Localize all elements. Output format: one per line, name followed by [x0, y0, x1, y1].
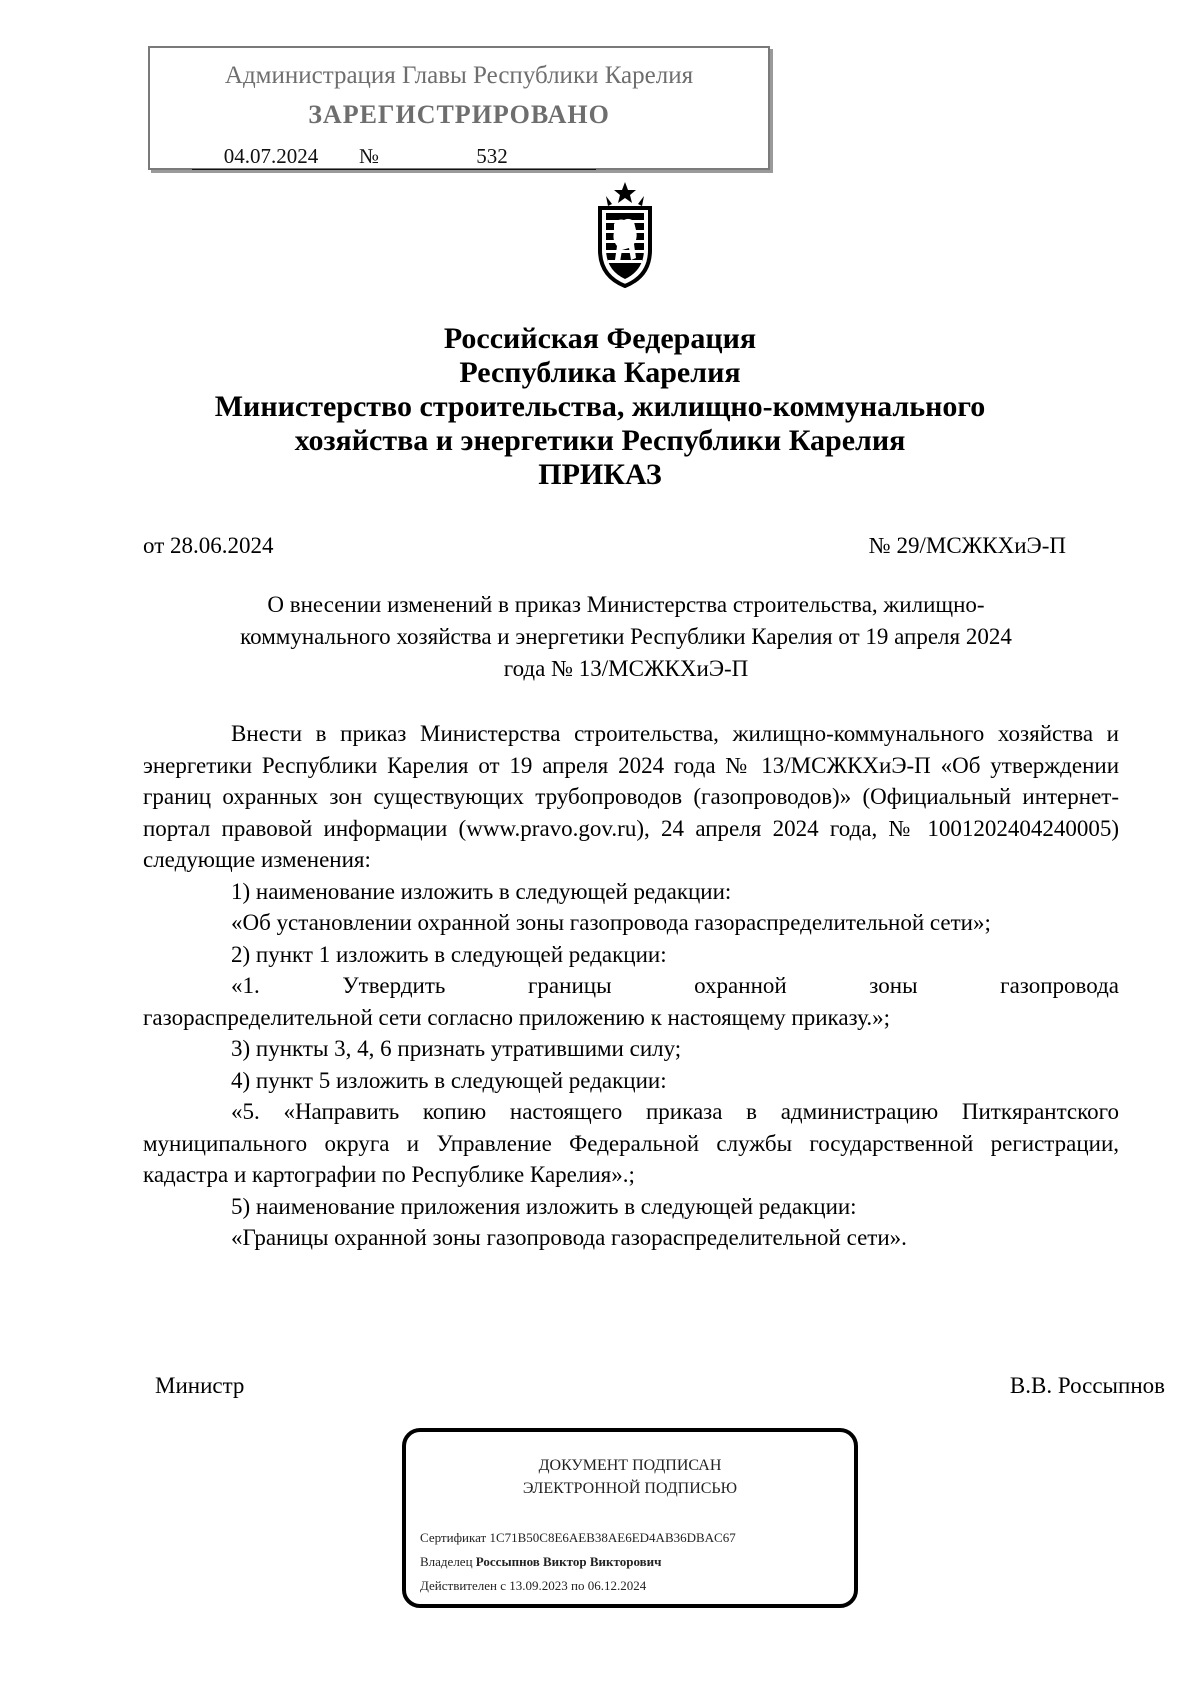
karelia-coat-of-arms-icon [596, 180, 654, 288]
signer-name: В.В. Россыпнов [1009, 1373, 1165, 1398]
stamp-date: 04.07.2024 [192, 144, 350, 170]
esig-title-line2: ЭЛЕКТРОННОЙ ПОДПИСЬЮ [522, 1480, 738, 1497]
esig-certificate [420, 1526, 736, 1550]
stamp-number-label: № [350, 144, 388, 170]
esig-valid-to-label: по [571, 1578, 585, 1593]
header-ministry-line2: хозяйства и энергетики Республики Карелия [294, 424, 906, 457]
signer-position: Министр [155, 1373, 245, 1398]
header-ministry-line1: Министерство строительства, жилищно-коммунального [214, 390, 986, 423]
esig-validity [420, 1574, 736, 1598]
body-item5: 5) наименование приложения изложить в следующей редакции: [231, 1193, 857, 1219]
order-body [143, 718, 1119, 1254]
esig-valid-label: Действителен [420, 1578, 497, 1593]
stamp-authority: Администрация Главы Республики Карелия [224, 62, 694, 89]
body-item2-text-line1: «1. Утвердить границы охранной зоны газопровода [231, 973, 1119, 998]
body-item5-text: «Границы охранной зоны газопровода газораспределительной сети». [231, 1225, 907, 1250]
esig-valid-from-label: с [500, 1578, 506, 1593]
esig-valid-from: 13.09.2023 [509, 1578, 568, 1593]
stamp-number: 532 [388, 144, 596, 170]
body-intro: Внести в приказ Министерства строительства, жилищно-коммунального хозяйства и энергетики Республики Карелия от 19 апреля 2024 года № 13/МСЖКХиЭ-П «Об утверждении границ охранных зон существующих трубопроводов (газопроводов)» (Официальный интернет-портал правовой информации (www.pravo.gov.ru), 24 апреля 2024 года, № 1001202404240005) следующие изменения: [143, 721, 1119, 872]
esig-owner [420, 1550, 736, 1574]
registration-stamp [148, 46, 770, 170]
header-region: Республика Карелия [459, 356, 741, 389]
header-country: Российская Федерация [443, 322, 757, 355]
document-header [100, 322, 1100, 492]
esig-title [406, 1454, 854, 1500]
electronic-signature-stamp [402, 1428, 858, 1608]
body-item4: 4) пункт 5 изложить в следующей редакции: [231, 1067, 667, 1093]
body-item1-text: «Об установлении охранной зоны газопровода газораспределительной сети»; [231, 910, 991, 935]
header-doc-type: ПРИКАЗ [538, 458, 662, 491]
esig-owner-label: Владелец [420, 1554, 473, 1569]
stamp-registration-line [192, 144, 752, 170]
body-item4-text: «5. «Направить копию настоящего приказа в администрацию Питкярантского муниципального округа и Управление Федеральной службы государственной регистрации, кадастра и картографии по Республике Карелия».; [143, 1099, 1119, 1187]
title-line2: коммунального хозяйства и энергетики Республики Карелия от 19 апреля 2024 [240, 624, 1012, 649]
esig-cert-value: 1C71B50C8E6AEB38AE6ED4AB36DBAC67 [489, 1530, 736, 1545]
body-item2: 2) пункт 1 изложить в следующей редакции: [231, 941, 667, 967]
title-line3: года № 13/МСЖКХиЭ-П [503, 656, 749, 681]
body-item3: 3) пункты 3, 4, 6 признать утратившими силу; [231, 1036, 682, 1061]
order-title [145, 589, 1107, 685]
esig-owner-value: Россыпнов Виктор Викторович [475, 1554, 662, 1569]
order-number: № 29/МСЖКХиЭ-П [868, 533, 1066, 558]
esig-valid-to: 06.12.2024 [587, 1578, 647, 1593]
body-item1: 1) наименование изложить в следующей редакции: [231, 878, 732, 904]
order-date: от 28.06.2024 [143, 533, 274, 558]
esig-title-line1: ДОКУМЕНТ ПОДПИСАН [538, 1457, 722, 1474]
body-item2-text-line2: газораспределительной сети согласно приложению к настоящему приказу.»; [143, 1004, 890, 1030]
esig-cert-label: Сертификат [420, 1530, 487, 1545]
esig-details [420, 1526, 736, 1598]
title-line1: О внесении изменений в приказ Министерства строительства, жилищно- [267, 592, 985, 617]
stamp-status: ЗАРЕГИСТРИРОВАНО [308, 100, 610, 129]
